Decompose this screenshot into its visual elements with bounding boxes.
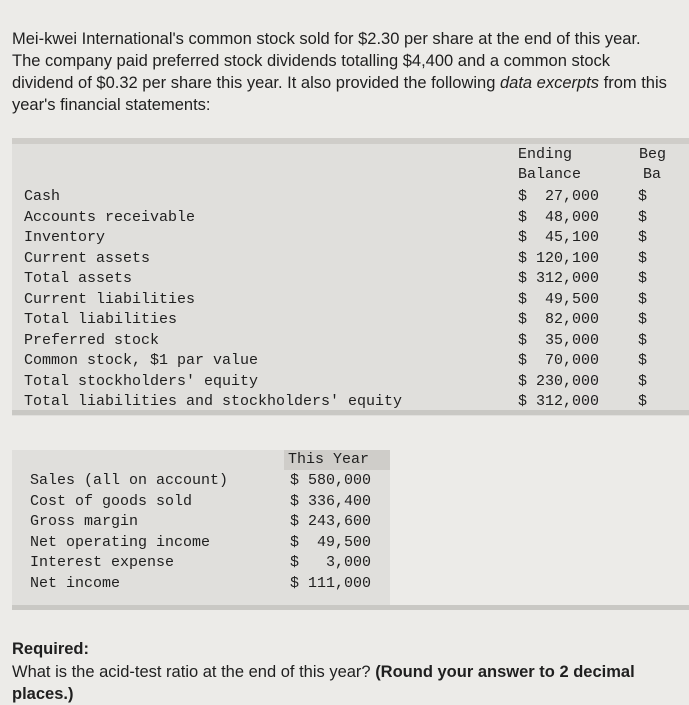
- row-ending-value: $ 27,000: [518, 188, 600, 205]
- row-beginning-value: $: [638, 331, 648, 349]
- row-beginning-value: $: [638, 270, 648, 287]
- income-statement-table: [12, 450, 390, 605]
- row-label: Total liabilities and stockholders' equity: [24, 393, 403, 410]
- row-ending-value: $ 35,000: [518, 331, 600, 349]
- row-value: $ 111,000: [290, 574, 372, 592]
- required-heading: Required:: [12, 640, 90, 658]
- beginning-balance-header-2: Ba: [643, 166, 662, 183]
- row-label: Sales (all on account): [30, 472, 229, 489]
- balance-sheet-table: [12, 138, 689, 416]
- ending-balance-header-1: Ending: [518, 146, 573, 163]
- row-label: Net operating income: [30, 533, 211, 551]
- row-beginning-value: $: [638, 311, 648, 328]
- intro-text-2: from this year's financial statements:: [12, 74, 667, 114]
- row-beginning-value: $: [638, 249, 648, 267]
- row-label: Total liabilities: [24, 311, 178, 328]
- row-label: Cash: [24, 188, 61, 205]
- row-label: Common stock, $1 par value: [24, 352, 259, 369]
- row-beginning-value: $: [638, 290, 648, 308]
- row-ending-value: $ 48,000: [518, 208, 600, 226]
- row-value: $ 3,000: [290, 554, 372, 571]
- row-label: Net income: [30, 574, 121, 592]
- table-divider: [12, 410, 689, 415]
- row-beginning-value: $: [638, 372, 648, 390]
- row-label: Inventory: [24, 229, 106, 246]
- problem-intro: [12, 28, 672, 116]
- row-label: Interest expense: [30, 554, 175, 571]
- row-label: Preferred stock: [24, 331, 160, 349]
- ending-balance-header-2: Balance: [518, 166, 582, 183]
- row-label: Total stockholders' equity: [24, 372, 259, 390]
- row-label: Gross margin: [30, 513, 139, 530]
- question-text: What is the acid-test ratio at the end of this year?: [12, 663, 376, 681]
- row-ending-value: $ 312,000: [518, 393, 600, 410]
- row-beginning-value: $: [638, 393, 648, 410]
- row-ending-value: $ 230,000: [518, 372, 600, 390]
- row-label: Cost of goods sold: [30, 492, 193, 510]
- row-ending-value: $ 312,000: [518, 270, 600, 287]
- row-value: $ 49,500: [290, 533, 372, 551]
- row-ending-value: $ 82,000: [518, 311, 600, 328]
- intro-text-1: Mei-kwei International's common stock sold for $2.30 per share at the end of this year. The company paid preferred stock dividends totalling $4,400 and a common stock dividend of $0.32 per share this year. It also provided the following: [12, 30, 641, 92]
- this-year-header: This Year: [288, 451, 370, 468]
- row-ending-value: $ 45,100: [518, 229, 600, 246]
- row-beginning-value: $: [638, 188, 648, 205]
- row-ending-value: $ 120,100: [518, 249, 600, 267]
- row-label: Current liabilities: [24, 290, 196, 308]
- row-value: $ 336,400: [290, 492, 372, 510]
- beginning-balance-header-1: Beg: [639, 146, 667, 163]
- row-beginning-value: $: [638, 352, 648, 369]
- row-beginning-value: $: [638, 229, 648, 246]
- table-divider: [12, 605, 689, 610]
- intro-emphasis: data excerpts: [499, 74, 600, 92]
- row-value: $ 580,000: [290, 472, 372, 489]
- required-question: [12, 661, 672, 705]
- row-ending-value: $ 49,500: [518, 290, 600, 308]
- row-label: Total assets: [24, 270, 133, 287]
- row-value: $ 243,600: [290, 513, 372, 530]
- row-beginning-value: $: [638, 208, 648, 226]
- row-label: Accounts receivable: [24, 208, 196, 226]
- row-label: Current assets: [24, 249, 151, 267]
- rounding-instruction: (Round your answer to 2 decimal places.): [12, 663, 635, 703]
- row-ending-value: $ 70,000: [518, 352, 600, 369]
